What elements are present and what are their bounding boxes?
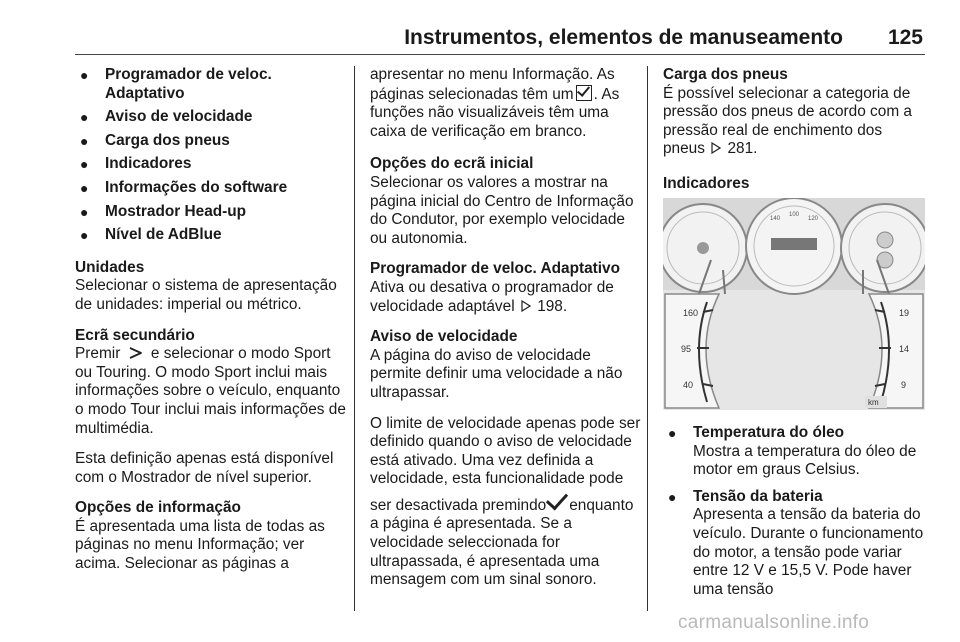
tick-label: 100	[788, 212, 800, 218]
tick-label: 160	[683, 308, 699, 318]
paragraph: Esta definição apenas está disponível com o Mostrador de nível superior.	[75, 450, 334, 486]
paragraph: Selecionar o sistema de apresentação de unidades: imperial ou métrico.	[75, 277, 337, 313]
menu-list	[75, 66, 347, 245]
item-title: ● Temperatura do óleo	[693, 424, 845, 441]
paragraph	[75, 345, 347, 438]
tick-label: 120	[807, 216, 819, 222]
column-2	[370, 66, 642, 602]
tick-label: 9	[901, 380, 907, 390]
instrument-cluster-figure	[663, 198, 925, 410]
list-item: ● Aviso de velocidade	[75, 108, 347, 127]
text: enquanto a página é apresentada. Se a velocidade seleccionada for ultrapassada, é apresentada uma mensagem com um sinal sonoro.	[370, 496, 634, 589]
paragraph: Selecionar os valores a mostrar na página inicial do Centro de Informação do Condutor, por exemplo velocidade ou autonomia.	[370, 173, 634, 247]
page-reference: 281.	[727, 140, 758, 158]
text: Premir	[75, 345, 121, 363]
page-reference-icon	[521, 300, 531, 312]
instrument-cluster-illustration	[663, 198, 925, 410]
list-item: ● Programador de veloc. Adaptativo	[75, 66, 347, 103]
tick-label: 40	[683, 380, 694, 390]
page-reference: 198.	[537, 297, 568, 315]
section-heading: Indicadores	[663, 174, 750, 192]
paragraph	[370, 279, 642, 316]
item-title: ● Tensão da bateria	[693, 487, 823, 505]
page-header	[75, 22, 925, 55]
list-item: ● Mostrador Head-up	[75, 203, 347, 222]
item-description: Mostra a temperatura do óleo de motor em graus Celsius.	[693, 442, 917, 479]
checked-box-icon	[576, 85, 592, 101]
play-arrow-icon	[129, 347, 143, 359]
paragraph	[370, 415, 642, 590]
tick-label: 140	[769, 216, 781, 222]
section-secondary-display	[75, 327, 347, 488]
unit-label: km	[868, 398, 879, 407]
section-heading: Carga dos pneus	[663, 66, 788, 83]
section-acc	[370, 260, 642, 316]
tick-label: 19	[899, 308, 910, 318]
paragraph: É apresentada uma lista de todas as páginas no menu Informação; ver acima. Selecionar as páginas a	[75, 517, 325, 573]
section-heading: Ecrã secundário	[75, 326, 195, 344]
list-item	[663, 488, 927, 600]
column-divider	[354, 66, 355, 611]
section-units	[75, 259, 347, 315]
checkmark-icon	[546, 487, 568, 510]
list-item: ● Indicadores	[75, 155, 347, 174]
section-heading: Unidades	[75, 258, 145, 276]
text: Ativa ou desativa o programador de velocidade adaptável	[370, 278, 614, 315]
text: O limite de velocidade apenas pode ser definido quando o aviso de velocidade está ativado. Uma vez definida a velocidade, esta funcionalidade pode ser desactivada premindo	[370, 414, 641, 514]
text: É possível selecionar a categoria de pressão dos pneus de acordo com a pressão real de enchimento dos pneus	[663, 84, 912, 158]
page-reference-icon	[711, 142, 721, 154]
paragraph	[370, 66, 642, 141]
item-description: Apresenta a tensão da bateria do veículo. Durante o funcionamento do motor, a tensão pode variar entre 12 V e 15,5 V. Pode haver uma tensão	[693, 506, 924, 598]
tick-label: 95	[681, 344, 692, 354]
section-heading: Opções de informação	[75, 499, 241, 517]
text: apresentar no menu Informação. As páginas selecionadas têm um	[370, 66, 615, 103]
text: e selecionar o modo Sport ou Touring. O modo Sport inclui mais informações sobre o veículo, enquanto o modo Tour inclui mais informações de multimédia.	[75, 345, 346, 437]
list-item	[663, 424, 927, 480]
list-item: ● Carga dos pneus	[75, 132, 347, 151]
paragraph: A página do aviso de velocidade permite definir uma velocidade a não ultrapassar.	[370, 346, 623, 401]
list-item: ● Informações do software	[75, 179, 347, 198]
page-title: Instrumentos, elementos de manuseamento	[404, 26, 843, 49]
section-heading: Opções do ecrã inicial	[370, 155, 534, 173]
section-speed-warning	[370, 328, 642, 590]
gauge-descriptions	[663, 424, 927, 605]
column-divider	[647, 66, 648, 611]
section-info-options	[75, 499, 347, 573]
tick-label: 14	[899, 344, 910, 354]
section-home-options	[370, 155, 642, 248]
column-1	[75, 66, 347, 586]
column-3	[663, 66, 927, 194]
section-heading: Programador de veloc. Adaptativo	[370, 260, 621, 278]
list-item: ● Nível de AdBlue	[75, 226, 347, 245]
section-heading: Aviso de velocidade	[370, 328, 518, 346]
watermark: carmanualsonline.info	[678, 612, 870, 633]
text: . As funções não visualizáveis têm uma caixa de verificação em branco.	[370, 85, 620, 140]
page-number: 125	[887, 26, 923, 49]
paragraph	[663, 85, 927, 159]
